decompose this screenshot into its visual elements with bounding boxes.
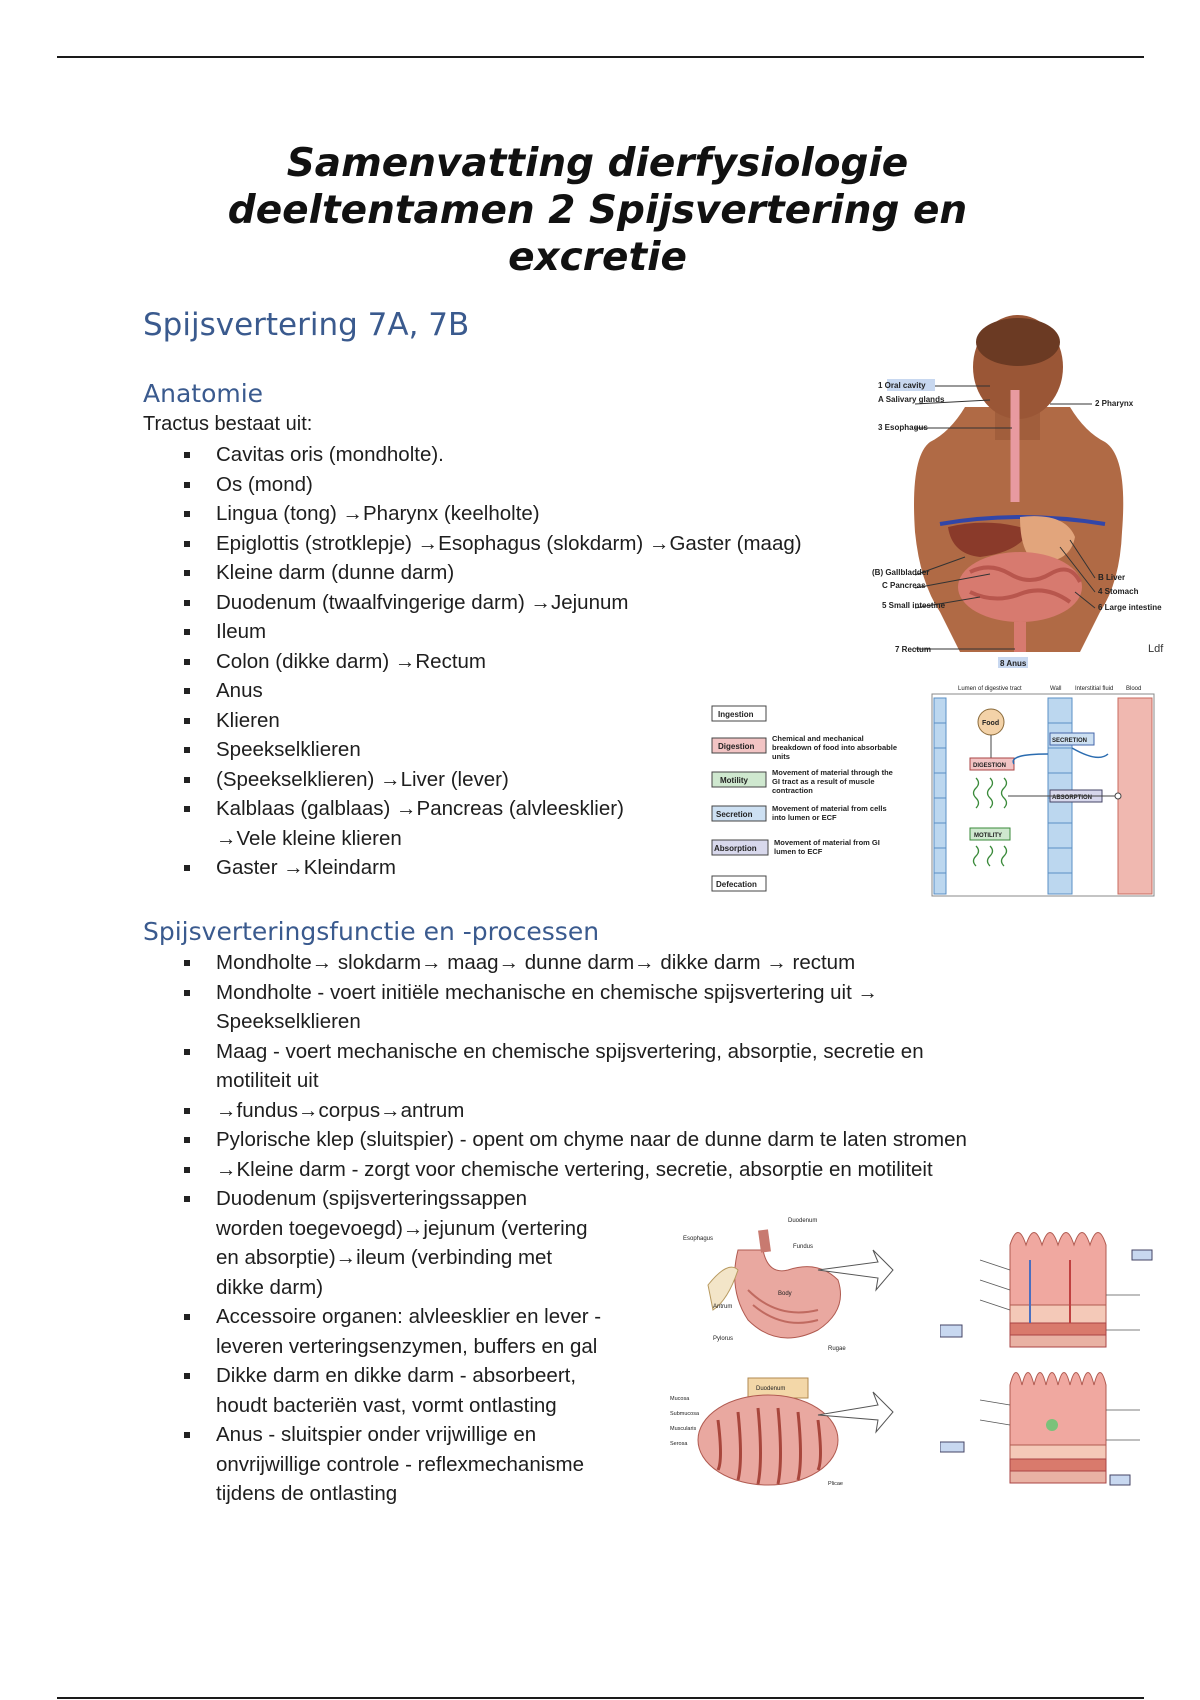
list-item-continuation: leveren verteringsenzymen, buffers en gal: [216, 1334, 598, 1358]
list-item: Epiglottis (strotklepje) →Esophagus (slokdarm) →Gaster (maag): [180, 529, 802, 559]
villi-figure: [940, 1210, 1172, 1500]
tag-digestion: Digestion: [718, 742, 755, 751]
label-esophagus: 3 Esophagus: [878, 423, 928, 432]
label-secretion: SECRETION: [1052, 738, 1088, 744]
list-item: Mondholte - voert initiële mechanische en chemische spijsvertering uit →: [180, 978, 967, 1008]
label-salivary-glands: A Salivary glands: [878, 395, 945, 404]
anatomy-figure: [870, 312, 1165, 672]
label-serosa: Serosa: [670, 1441, 688, 1447]
section-heading-spijsvertering: Spijsvertering 7A, 7B: [143, 307, 470, 343]
list-item-continuation: houdt bacteriën vast, vormt ontlasting: [216, 1393, 557, 1417]
list-item: Anus - sluitspier onder vrijwillige en: [180, 1420, 601, 1450]
desc-secretion: Movement of material from cells into lumen or ECF: [772, 804, 887, 822]
list-item: Speekselklieren: [180, 735, 802, 765]
tag-secretion: Secretion: [716, 810, 753, 819]
label-body: Body: [778, 1291, 792, 1297]
label-fundus: Fundus: [793, 1244, 814, 1250]
title-line-1: Samenvatting dierfysiologie: [286, 141, 909, 186]
list-item: Duodenum (twaalfvingerige darm) →Jejunum: [180, 588, 802, 618]
bottom-rule: [57, 1697, 1144, 1699]
label-duodenum: Duodenum: [788, 1218, 818, 1224]
stomach-intestine-figure: [668, 1200, 968, 1500]
list-item-continuation: motiliteit uit: [216, 1069, 319, 1092]
list-item: Anus: [180, 676, 802, 706]
label-absorption: ABSORPTION: [1052, 795, 1093, 801]
title-line-2: deeltentamen 2 Spijsvertering en: [227, 188, 968, 233]
list-item: Kleine darm (dunne darm): [180, 558, 802, 588]
list-item-continuation: worden toegevoegd)→jejunum (vertering: [216, 1216, 588, 1240]
label-antrum: Antrum: [713, 1304, 733, 1310]
section-heading-functies: Spijsverteringsfunctie en -processen: [143, 917, 600, 946]
list-item-continuation: en absorptie)→ileum (verbinding met: [216, 1246, 553, 1269]
label-submucosa: Submucosa: [670, 1411, 700, 1417]
top-rule: [57, 56, 1144, 58]
title-line-3: excretie: [508, 235, 687, 280]
desc-motility: Movement of material through the GI tract as a result of muscle contraction: [772, 768, 893, 795]
tag-motility: Motility: [720, 776, 748, 785]
list-item: →Kleine darm - zorgt voor chemische vertering, secretie, absorptie en motiliteit: [180, 1155, 967, 1185]
list-item: Cavitas oris (mondholte).: [180, 440, 802, 470]
label-mucosa: Mucosa: [670, 1396, 690, 1402]
desc-digestion: Chemical and mechanical breakdown of food into absorbable units: [772, 734, 898, 761]
label-duodenum-2: Duodenum: [756, 1386, 786, 1392]
label-oral-cavity: 1 Oral cavity: [878, 381, 926, 390]
list-item: (Speekselklieren) →Liver (lever): [180, 765, 802, 795]
list-item-continuation: onvrijwillige controle - reflexmechanisme: [216, 1452, 584, 1476]
label-food: Food: [982, 720, 1000, 727]
process-list-full: [180, 948, 967, 1184]
intro-text: Tractus bestaat uit:: [143, 413, 313, 435]
header-interstitial: Interstitial fluid: [1075, 686, 1114, 692]
list-item-continuation: Speekselklieren: [216, 1010, 361, 1033]
list-item-continuation: →Vele kleine klieren: [216, 826, 402, 850]
tag-ingestion: Ingestion: [718, 710, 754, 719]
label-plicae: Plicae: [828, 1481, 843, 1487]
list-item: Maag - voert mechanische en chemische spijsvertering, absorptie, secretie en: [180, 1037, 967, 1067]
label-motility: MOTILITY: [974, 833, 1002, 839]
label-muscularis: Muscularis: [670, 1426, 697, 1432]
label-large-intestine: 6 Large intestine: [1098, 603, 1162, 612]
label-pancreas: C Pancreas: [882, 581, 926, 590]
label-pharynx: 2 Pharynx: [1095, 399, 1134, 408]
process-list-narrow: [180, 1184, 601, 1509]
label-pylorus: Pylorus: [713, 1336, 734, 1342]
list-item: Kalblaas (galblaas) →Pancreas (alvleesklier): [180, 794, 802, 824]
list-item: Mondholte→ slokdarm→ maag→ dunne darm→ dikke darm → rectum: [180, 948, 967, 978]
label-digestion: DIGESTION: [973, 763, 1007, 769]
list-item: Colon (dikke darm) →Rectum: [180, 647, 802, 677]
label-liver: B Liver: [1098, 573, 1126, 582]
label-stomach: 4 Stomach: [1098, 587, 1139, 596]
label-corner: Ldf: [1148, 643, 1164, 655]
header-blood: Blood: [1126, 686, 1142, 692]
header-wall: Wall: [1050, 686, 1062, 692]
list-item-continuation: tijdens de ontlasting: [216, 1482, 398, 1505]
label-rugae: Rugae: [828, 1346, 846, 1352]
list-item: →fundus→corpus→antrum: [180, 1096, 967, 1126]
label-anus: 8 Anus: [1000, 659, 1027, 668]
list-item: Lingua (tong) →Pharynx (keelholte): [180, 499, 802, 529]
list-item: Accessoire organen: alvleesklier en lever -: [180, 1302, 601, 1332]
list-item: Os (mond): [180, 470, 802, 500]
tag-absorption: Absorption: [714, 844, 757, 853]
processes-figure: [708, 678, 1156, 900]
label-small-intestine: 5 Small intestine: [882, 601, 946, 610]
list-item: Gaster →Kleindarm: [180, 853, 802, 883]
desc-absorption: Movement of material from GI lumen to ECF: [774, 838, 880, 856]
list-item: Klieren: [180, 706, 802, 736]
header-lumen: Lumen of digestive tract: [958, 686, 1022, 692]
tag-defecation: Defecation: [716, 880, 757, 889]
label-rectum: 7 Rectum: [895, 645, 932, 654]
list-item: Duodenum (spijsverteringssappen: [180, 1184, 601, 1214]
list-item: Ileum: [180, 617, 802, 647]
document-title: [150, 140, 1045, 281]
list-item: Pylorische klep (sluitspier) - opent om chyme naar de dunne darm te laten stromen: [180, 1125, 967, 1155]
list-item: Dikke darm en dikke darm - absorbeert,: [180, 1361, 601, 1391]
label-gallbladder: (B) Gallbladder: [872, 568, 930, 577]
label-esophagus-2: Esophagus: [683, 1236, 714, 1242]
subheading-anatomie: Anatomie: [143, 379, 264, 408]
list-item-continuation: dikke darm): [216, 1275, 324, 1299]
